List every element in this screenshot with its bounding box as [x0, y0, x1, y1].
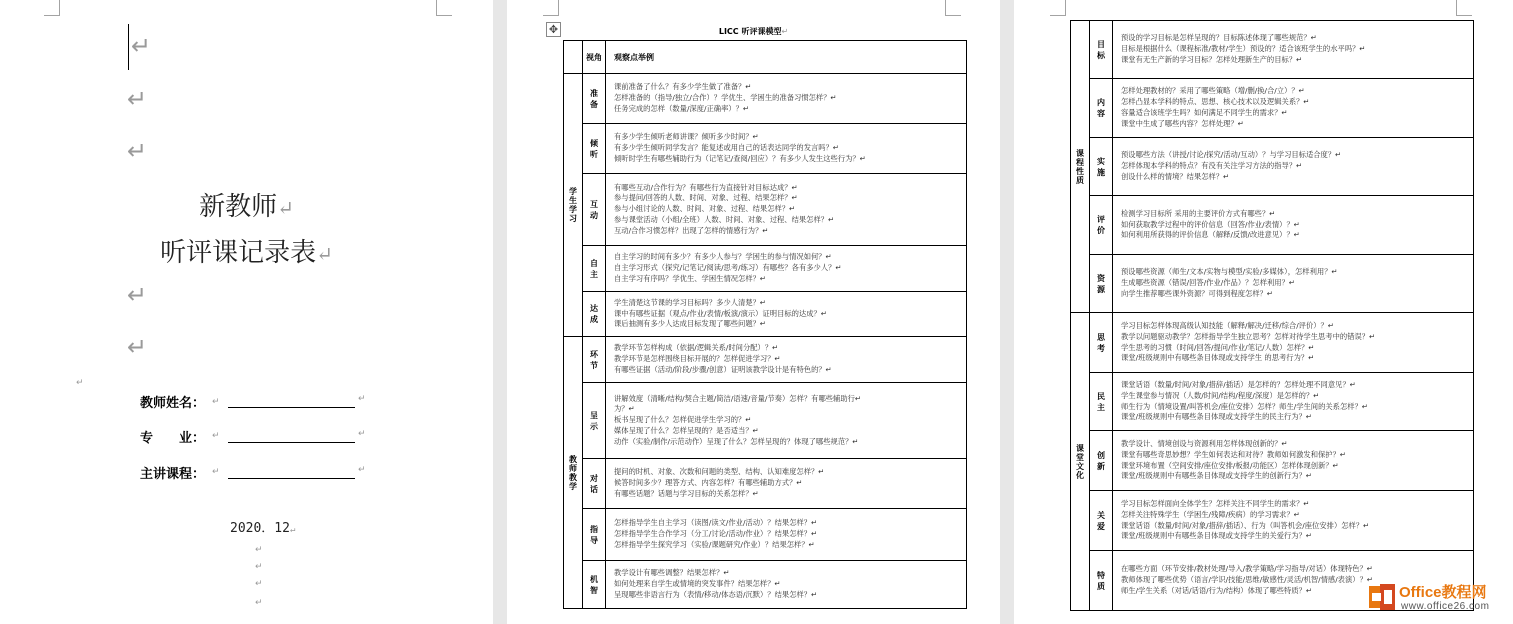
dimension-label: 创新	[1090, 431, 1113, 491]
observation-line: 自主学习有序吗？学优生、学困生情况怎样？↵	[614, 273, 767, 283]
observation-line: 预设哪些方法（讲授/讨论/探究/活动/互动）？与学习目标适合度？↵	[1121, 150, 1342, 160]
observation-line: 在哪些方面（环节安排/教材处理/导入/教学策略/学习指导/对话）体现特色？↵	[1121, 564, 1373, 574]
observation-line: 参与课堂活动（小组/全班）人数、时间、对象、过程、结果怎样？↵	[614, 214, 835, 224]
observation-line: 学生清楚这节课的学习目标吗？多少人清楚？↵	[614, 297, 767, 307]
observation-cell[interactable]	[606, 383, 967, 459]
observation-cell[interactable]	[606, 124, 967, 174]
margin-corner-mark	[1050, 0, 1066, 16]
teacher-name-field[interactable]	[228, 407, 355, 408]
table-row	[1071, 21, 1474, 79]
observation-line: 动作（实验/制作/示范动作）呈现了什么？怎样呈现的？体现了哪些规范？↵	[614, 436, 859, 446]
observation-line: 呈现哪些非语言行为（表情/移动/体态语/沉默）？结果怎样？↵	[614, 589, 818, 599]
observation-cell[interactable]	[1113, 491, 1474, 551]
observation-line: 有多少学生倾听老师讲课？倾听多少时间？↵	[614, 132, 759, 142]
table-row	[1071, 313, 1474, 373]
observation-line: 创设什么样的情境？结果怎样？↵	[1121, 171, 1230, 181]
paragraph-mark: ↵	[255, 579, 263, 589]
table-row	[1071, 79, 1474, 138]
observation-line: 学习目标怎样体现高级认知技能（解释/解决/迁移/综合/评价）？↵	[1121, 320, 1334, 330]
observation-line: 参与提问/回答的人数、时间、对象、过程、结果怎样？↵	[614, 193, 798, 203]
paragraph-mark: ↵	[127, 333, 148, 361]
observation-line: 教学设计、情境创设与资源利用怎样体现创新的？↵	[1121, 438, 1288, 448]
margin-corner-mark	[44, 0, 60, 16]
header-observation: 观察点举例	[606, 41, 967, 74]
table-header-row	[564, 41, 967, 74]
observation-line: 有哪些证据（活动/阶段/步骤/创意）证明该教学设计是有特色的？↵	[614, 364, 832, 374]
observation-line: 讲解效度（清晰/结构/契合主题/简洁/语速/音量/节奏）怎样？有哪些辅助行↵	[614, 393, 862, 403]
observation-line: 课堂话语（数量/时间/对象/措辞/插话）、行为（叫答机会/座位安排）怎样？↵	[1121, 520, 1370, 530]
observation-line: 生成哪些资源（错误/回答/作业/作品）？怎样利用？↵	[1121, 278, 1296, 288]
table-row	[1071, 431, 1474, 491]
observation-line: 媒体呈现了什么？怎样呈现的？是否适当？↵	[614, 425, 759, 435]
observation-line: 课堂/班级规则中有哪些条目体现或支持学生的民主行为？↵	[1121, 412, 1312, 422]
observation-line: 课堂中生成了哪些内容？怎样处理？↵	[1121, 118, 1244, 128]
observation-line: 向学生推荐哪些课外资源？可得到程度怎样？↵	[1121, 288, 1274, 298]
group-course-nature: 课程性质	[1071, 21, 1090, 313]
paragraph-mark: ↵	[255, 598, 263, 608]
observation-line: 课堂话语（数量/时间/对象/措辞/插话）是怎样的？怎样处理不同意见？↵	[1121, 379, 1356, 389]
dimension-label: 达成	[583, 292, 606, 337]
licc-page-2	[1014, 0, 1513, 624]
observation-line: 怎样凸显本学科的特点、思想、核心技术以及逻辑关系？↵	[1121, 97, 1310, 107]
observation-line: 教师体现了哪些优势（语言/学识/技能/思维/敏感性/灵活/机智/情感/表演）？↵	[1121, 575, 1373, 585]
paragraph-mark: ↵	[127, 137, 148, 165]
observation-line: 怎样指导学生探究学习（实验/课题研究/作业）？结果怎样？↵	[614, 539, 815, 549]
office-logo-icon	[1367, 582, 1397, 612]
observation-cell[interactable]	[606, 292, 967, 337]
paragraph-mark: ↵	[255, 545, 263, 555]
licc-table-part-2	[1070, 20, 1474, 611]
header-dimension: 视角	[583, 41, 606, 74]
observation-line: 检测学习目标所 采用的主要评价方式有哪些？↵	[1121, 208, 1276, 218]
observation-cell[interactable]	[1113, 373, 1474, 431]
observation-line: 为？↵	[614, 404, 635, 414]
paragraph-mark: ↵	[255, 562, 263, 572]
dimension-label: 倾听	[583, 124, 606, 174]
table-row	[564, 509, 967, 561]
observation-cell[interactable]	[1113, 21, 1474, 79]
course-field[interactable]	[228, 478, 355, 479]
observation-line: 板书呈现了什么？怎样促进学生学习的？↵	[614, 415, 752, 425]
table-row	[564, 74, 967, 124]
dimension-label: 资源	[1090, 255, 1113, 313]
dimension-label: 准备	[583, 74, 606, 124]
dimension-label: 评价	[1090, 196, 1113, 255]
paragraph-mark: ↵	[76, 378, 84, 388]
observation-line: 有哪些话题？话题与学习目标的关系怎样？↵	[614, 488, 759, 498]
dimension-label: 环节	[583, 337, 606, 383]
observation-line: 目标是根据什么（课程标准/教材/学生）预设的？适合该班学生的水平吗？↵	[1121, 44, 1366, 54]
observation-line: 课堂/班级规则中有哪些条目体现或支持学生 的思考行为？↵	[1121, 353, 1315, 363]
observation-line: 师生行为（情境设置/叫答机会/座位安排）怎样？师生/学生间的关系怎样？↵	[1121, 401, 1368, 411]
dimension-label: 思考	[1090, 313, 1113, 373]
dimension-label: 特质	[1090, 551, 1113, 611]
observation-line: 容量适合该班学生吗？如何满足不同学生的需求？↵	[1121, 108, 1288, 117]
observation-line: 互动/合作习惯怎样？出现了怎样的情感行为？↵	[614, 225, 769, 235]
cover-title-line-2[interactable]: 听评课记录表↵	[160, 238, 333, 268]
paragraph-mark: ↵	[358, 394, 366, 404]
table-move-handle-icon[interactable]: ✥	[546, 22, 561, 37]
cover-page	[0, 0, 493, 624]
observation-cell[interactable]	[606, 561, 967, 609]
group-classroom-culture: 课堂文化	[1071, 313, 1090, 611]
course-label: 主讲课程：	[140, 467, 206, 482]
dimension-label: 目标	[1090, 21, 1113, 79]
observation-cell[interactable]	[1113, 138, 1474, 196]
observation-line: 怎样指导学生合作学习（分工/讨论/活动/作业）？结果怎样？↵	[614, 529, 818, 539]
licc-table-part-1	[563, 40, 967, 609]
paragraph-mark: ↵	[212, 467, 220, 477]
observation-line: 如何获取教学过程中的评价信息（回答/作业/表情）？↵	[1121, 219, 1300, 229]
dimension-label: 对话	[583, 459, 606, 509]
watermark-url: www.office26.com	[1401, 601, 1490, 612]
observation-line: 自主学习的时间有多少？有多少人参与？学困生的参与情况如何？↵	[614, 252, 832, 262]
licc-page-1	[507, 0, 1000, 624]
observation-line: 预设哪些资源（师生/文本/实物与模型/实验/多媒体），怎样利用？↵	[1121, 267, 1338, 277]
office26-watermark	[1367, 578, 1507, 618]
cover-date[interactable]: 2020．12↵	[230, 521, 296, 536]
observation-line: 教学环节是怎样围绕目标开展的？怎样促进学习？↵	[614, 354, 781, 364]
watermark-name: Office教程网	[1399, 584, 1487, 601]
table-row	[564, 174, 967, 246]
dimension-label: 呈示	[583, 383, 606, 459]
observation-cell[interactable]	[606, 337, 967, 383]
observation-line: 教学设计有哪些调整？结果怎样？↵	[614, 568, 730, 578]
observation-cell[interactable]	[1113, 431, 1474, 491]
dimension-label: 内容	[1090, 79, 1113, 138]
observation-line: 教学环节怎样构成（依据/逻辑关系/时间分配）？↵	[614, 343, 779, 353]
table-row	[1071, 196, 1474, 255]
observation-line: 课前准备了什么？有多少学生做了准备？↵	[614, 82, 752, 92]
observation-line: 课中有哪些证据（观点/作业/表情/板演/演示）证明目标的达成？↵	[614, 308, 827, 318]
observation-cell[interactable]	[1113, 79, 1474, 138]
table-row	[564, 292, 967, 337]
table-row	[564, 561, 967, 609]
observation-line: 教学以问题驱动教学？怎样指导学生独立思考？怎样对待学生思考中的错误？↵	[1121, 331, 1376, 341]
observation-line: 课堂/班级规则中有哪些条目体现或支持学生的创新行为？↵	[1121, 471, 1312, 481]
table-row	[564, 124, 967, 174]
paragraph-mark: ↵	[127, 281, 148, 309]
teacher-name-label: 教师姓名：	[140, 396, 206, 411]
observation-cell[interactable]	[1113, 255, 1474, 313]
observation-line: 课堂有无生产新的学习目标？怎样处理新生产的目标？↵	[1121, 54, 1303, 64]
observation-line: 任务完成的怎样（数量/深度/正确率）？↵	[614, 103, 750, 113]
observation-line: 学生课堂参与情况（人数/时间/结构/程度/深度）是怎样的？↵	[1121, 390, 1320, 400]
dimension-label: 民主	[1090, 373, 1113, 431]
observation-cell[interactable]	[606, 459, 967, 509]
table-row	[564, 459, 967, 509]
dimension-label: 机智	[583, 561, 606, 609]
table-row	[564, 246, 967, 292]
observation-line: 师生/学生关系（对话/话语/行为/结构）体现了哪些特质？↵	[1121, 585, 1313, 595]
observation-line: 提问的时机、对象、次数和问题的类型、结构、认知难度怎样？↵	[614, 467, 825, 477]
observation-line: 课堂/班级规则中有哪些条目体现或支持学生的关爱行为？↵	[1121, 531, 1312, 541]
dimension-label: 关爱	[1090, 491, 1113, 551]
text-cursor	[128, 24, 129, 70]
observation-line: 学生思考的习惯（时间/回答/提问/作业/笔记/人数）怎样？↵	[1121, 342, 1315, 352]
observation-line: 课堂环境布置（空间安排/座位安排/板报/功能区）怎样体现创新？↵	[1121, 460, 1339, 470]
paragraph-mark: ↵	[358, 465, 366, 475]
observation-line: 怎样体现本学科的特点？有没有关注学习方法的指导？↵	[1121, 161, 1303, 171]
observation-line: 自主学习形式（探究/记笔记/阅读/思考/练习）有哪些？各有多少人？↵	[614, 263, 842, 273]
table-row	[1071, 255, 1474, 313]
observation-cell[interactable]	[606, 174, 967, 246]
observation-line: 如何处理来自学生或情境的突发事件？结果怎样？↵	[614, 579, 781, 589]
major-field[interactable]	[228, 442, 355, 443]
group-student-learning: 学生学习	[564, 74, 583, 337]
table-row	[1071, 491, 1474, 551]
margin-corner-mark	[543, 0, 559, 16]
observation-line: 怎样指导学生自主学习（读图/读文/作业/活动）？结果怎样？↵	[614, 518, 818, 528]
table-row	[564, 383, 967, 459]
table-row	[564, 337, 967, 383]
observation-cell[interactable]	[606, 74, 967, 124]
observation-line: 预设的学习目标是怎样呈现的？目标陈述体现了哪些规范？↵	[1121, 33, 1317, 43]
paragraph-mark: ↵	[127, 85, 148, 113]
dimension-label: 实施	[1090, 138, 1113, 196]
observation-line: 课堂有哪些奇思妙想？学生如何表达和对待？教师如何激发和保护？↵	[1121, 449, 1347, 459]
observation-cell[interactable]	[1113, 196, 1474, 255]
observation-line: 怎样准备的（指导/独立/合作）？学优生、学困生的准备习惯怎样？↵	[614, 93, 837, 103]
paragraph-mark: ↵	[131, 32, 152, 60]
dimension-label: 互动	[583, 174, 606, 246]
observation-line: 候答时间多少？理答方式、内容怎样？有哪些辅助方式？↵	[614, 478, 803, 488]
paragraph-mark: ↵	[358, 429, 366, 439]
group-teacher-teaching: 教师教学	[564, 337, 583, 609]
observation-line: 怎样关注特殊学生（学困生/残障/疾病）的学习需求？↵	[1121, 509, 1300, 519]
dimension-label: 指导	[583, 509, 606, 561]
table-row	[1071, 138, 1474, 196]
dimension-label: 自主	[583, 246, 606, 292]
observation-line: 有多少学生倾听同学发言？能复述或用自己的话表达同学的发言吗？↵	[614, 143, 840, 153]
margin-corner-mark	[436, 0, 452, 16]
licc-title: LICC 听评课模型↵	[718, 27, 789, 36]
margin-corner-mark	[945, 0, 961, 16]
observation-cell[interactable]	[606, 509, 967, 561]
observation-line: 怎样处理教材的？采用了哪些策略（增/删/换/合/立）？↵	[1121, 86, 1305, 96]
cover-title-line-1[interactable]: 新教师↵	[199, 192, 294, 222]
margin-corner-mark	[1456, 0, 1472, 16]
header-blank-cell	[564, 41, 583, 74]
observation-line: 有哪些互动/合作行为？有哪些行为直接针对目标达成？↵	[614, 182, 798, 192]
observation-line: 课后抽测有多少人达成目标发现了哪些问题？↵	[614, 319, 767, 329]
observation-line: 倾听时学生有哪些辅助行为（记笔记/查阅/回应）？有多少人发生这些行为？↵	[614, 153, 866, 163]
observation-line: 学习目标怎样面向全体学生？怎样关注不同学生的需求？↵	[1121, 498, 1310, 508]
table-row	[1071, 373, 1474, 431]
observation-cell[interactable]	[606, 246, 967, 292]
observation-cell[interactable]	[1113, 313, 1474, 373]
paragraph-mark: ↵	[212, 431, 220, 441]
observation-line: 如何利用所获得的评价信息（解释/反馈/改进意见）？↵	[1121, 230, 1300, 240]
major-label: 专 业：	[140, 431, 206, 446]
paragraph-mark: ↵	[212, 397, 220, 407]
observation-line: 参与小组讨论的人数、时间、对象、过程、结果怎样？↵	[614, 204, 796, 214]
